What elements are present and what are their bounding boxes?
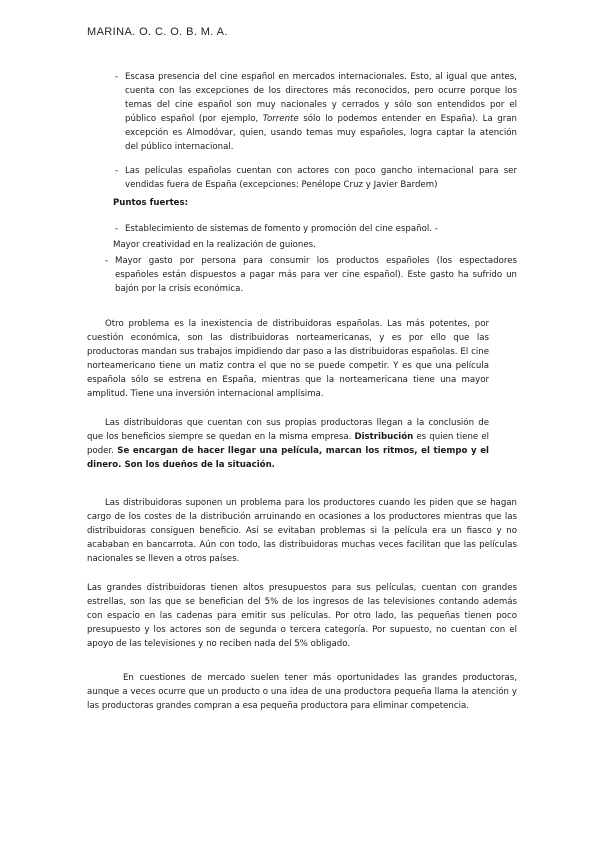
weakness-text-1: Escasa presencia del cine español en mercados internacionales. Esto, al igual que antes, cuenta con las excepciones de los directores más reconocidos, pero ocurre porque los temas del cine español son muy nacionales y cerrados y sólo son entendidos por el público español (por ejemplo, Torrente sólo lo podemos entender en España). La gran excepción es Almodóvar, quien, usando temas muy españoles, logra captar la atención del público internacional. (125, 72, 517, 152)
weakness-item-2 (115, 164, 517, 192)
paragraph-distribution-power: Las distribuidoras que cuentan con sus propias productoras llegan a la conclusión de que los beneficios siempre se quedan en la misma empresa. Distribución es quien tiene el poder. Se encargan de hacer llegar una película, marcan los ritmos, el tiempo y el dinero. Son los dueños de la situación. (87, 418, 489, 470)
bold-term: Distribución (354, 432, 414, 442)
bullet-dash: - (115, 224, 119, 234)
paragraph-distribution-costs: Las distribuidoras suponen un problema para los productores cuando les piden que se hagan cargo de los costes de la distribución arruinando en ocasiones a los productores mientras que las distribuidoras consiguen beneficio. Así se evitaban problemas si la película era un fiasco y no acababan en bancarrota. Aún con todo, las distribuidoras muchas veces facilitan que las películas nacionales se lleven a otros países. (87, 498, 517, 564)
paragraph-large-distributors: Las grandes distribuidoras tienen altos presupuestos para sus películas, cuentan con grandes estrellas, son las que se benefician del 5% de los ingresos de las televisiones contando además con espacio en las cadenas para emitir sus películas. Por otro lado, las pequeñas tienen poco presupuesto y los actores son de segunda o tercera categoría. Por supuesto, no cuentan con el apoyo de las televisiones y no reciben nada del 5% obligado. (87, 583, 517, 649)
bullet-dash: - (115, 72, 119, 82)
strength-item-1 (115, 222, 515, 236)
bullet-dash: - (115, 166, 119, 176)
strength-item-2: Mayor creatividad en la realización de guiones. (113, 240, 316, 250)
italic-title: Torrente (262, 114, 299, 124)
strengths-heading: Puntos fuertes: (113, 198, 189, 208)
strength-item-3 (105, 254, 517, 296)
weakness-text-2: Las películas españolas cuentan con actores con poco gancho internacional para ser vendidas fuera de España (excepciones: Penélope Cruz y Javier Bardem) (125, 166, 517, 190)
strength-text-3: Mayor gasto por persona para consumir los productos españoles (los espectadores españoles están dispuestos a pagar más para ver cine español). Este gasto ha sufrido un bajón por la crisis económica. (115, 256, 517, 294)
page-header: MARINA. O. C. O. B. M. A. (87, 26, 228, 38)
paragraph-distributors-problem: Otro problema es la inexistencia de distribuidoras españolas. Las más potentes, por cuestión económica, son las distribuidoras norteamericanas, y es por ello que las productoras mandan sus trabajos impidiendo dar paso a las distribuidoras españolas. El cine norteamericano tiene un matiz contra el que no se puede competir. Y es que una película española sólo se estrena en España, mientras que la norteamericana tiene una mayor amplitud. Tiene una inversión internacional amplísima. (87, 319, 489, 399)
bold-statement: Se encargan de hacer llegar una película, marcan los ritmos, el tiempo y el dinero. Son los dueños de la situación. (87, 446, 489, 470)
strength-text-1: Establecimiento de sistemas de fomento y promoción del cine español. - (125, 224, 438, 234)
bullet-dash: - (105, 256, 109, 266)
weakness-item-1 (115, 70, 517, 154)
paragraph-market: En cuestiones de mercado suelen tener más oportunidades las grandes productoras, aunque a veces ocurre que un producto o una idea de una productora pequeña llama la atención y las productoras grandes compran a esa pequeña productora para eliminar competencia. (87, 673, 517, 711)
